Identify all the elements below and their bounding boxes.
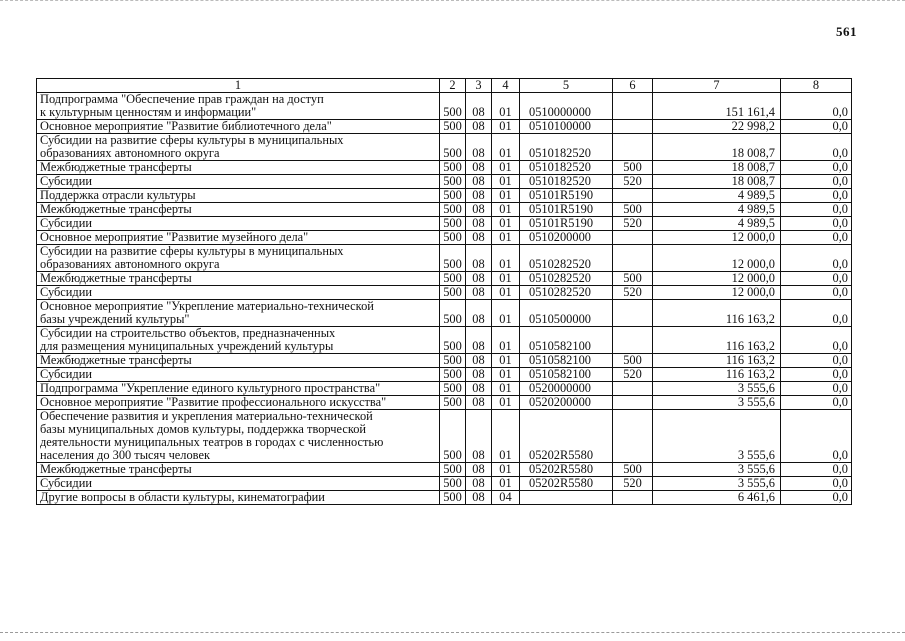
column-8-cell: 0,0 [781,134,852,161]
column-8-cell: 0,0 [781,217,852,231]
section-cell: 08 [466,217,492,231]
subsection-cell: 01 [492,477,520,491]
row-description [37,203,440,217]
table-row [37,354,852,368]
amount-cell: 3 555,6 [653,396,781,410]
table-row [37,286,852,300]
amount-cell: 3 555,6 [653,410,781,463]
expense-type-cell: 500 [613,161,653,175]
table-row [37,491,852,505]
expense-type-cell: 500 [613,272,653,286]
section-cell: 08 [466,354,492,368]
description-line: Межбюджетные трансферты [40,202,192,216]
description-line: Субсидии [40,367,92,381]
subsection-cell: 01 [492,327,520,354]
row-description [37,286,440,300]
expense-type-cell [613,93,653,120]
row-description [37,134,440,161]
amount-cell: 116 163,2 [653,300,781,327]
table-row [37,245,852,272]
subsection-cell: 01 [492,93,520,120]
expense-type-cell [613,382,653,396]
target-article-cell: 0510582100 [520,327,613,354]
description-line: Межбюджетные трансферты [40,160,192,174]
section-cell: 08 [466,203,492,217]
description-line: Межбюджетные трансферты [40,271,192,285]
target-article-cell: 0510582100 [520,354,613,368]
description-line: деятельности муниципальных театров в городах с численностью [40,435,384,449]
grbs-cell: 500 [440,354,466,368]
description-line: Субсидии [40,285,92,299]
table-row [37,120,852,134]
subsection-cell: 01 [492,175,520,189]
description-line: Подпрограмма "Обеспечение прав граждан на доступ [40,92,324,106]
amount-cell: 18 008,7 [653,134,781,161]
table-row [37,272,852,286]
description-line: образованиях автономного округа [40,146,220,160]
section-cell: 08 [466,382,492,396]
subsection-cell: 01 [492,286,520,300]
target-article-cell: 0510282520 [520,286,613,300]
amount-cell: 4 989,5 [653,203,781,217]
section-cell: 08 [466,463,492,477]
section-cell: 08 [466,300,492,327]
table-row [37,382,852,396]
subsection-cell: 01 [492,300,520,327]
subsection-cell: 01 [492,120,520,134]
target-article-cell: 05101R5190 [520,203,613,217]
row-description [37,410,440,463]
subsection-cell: 01 [492,161,520,175]
grbs-cell: 500 [440,203,466,217]
expense-type-cell: 520 [613,477,653,491]
description-line: базы муниципальных домов культуры, поддержка творческой [40,422,367,436]
expense-type-cell [613,120,653,134]
column-8-cell: 0,0 [781,354,852,368]
section-cell: 08 [466,368,492,382]
column-8-cell: 0,0 [781,477,852,491]
row-description [37,300,440,327]
row-description [37,189,440,203]
table-row [37,217,852,231]
grbs-cell: 500 [440,175,466,189]
description-line: Межбюджетные трансферты [40,462,192,476]
column-8-cell: 0,0 [781,396,852,410]
grbs-cell: 500 [440,491,466,505]
expense-type-cell [613,410,653,463]
grbs-cell: 500 [440,161,466,175]
description-line: Субсидии [40,476,92,490]
row-description [37,272,440,286]
column-8-cell: 0,0 [781,300,852,327]
grbs-cell: 500 [440,245,466,272]
amount-cell: 18 008,7 [653,175,781,189]
row-description [37,354,440,368]
row-description [37,175,440,189]
subsection-cell: 01 [492,382,520,396]
subsection-cell: 01 [492,410,520,463]
row-description [37,368,440,382]
description-line: Основное мероприятие "Развитие музейного дела" [40,230,309,244]
expense-type-cell: 520 [613,368,653,382]
description-line: образованиях автономного округа [40,257,220,271]
target-article-cell: 05202R5580 [520,477,613,491]
amount-cell: 4 989,5 [653,189,781,203]
grbs-cell: 500 [440,477,466,491]
description-line: базы учреждений культуры" [40,312,190,326]
expense-type-cell: 520 [613,286,653,300]
column-8-cell: 0,0 [781,286,852,300]
column-8-cell: 0,0 [781,410,852,463]
column-8-cell: 0,0 [781,382,852,396]
section-cell: 08 [466,491,492,505]
amount-cell: 116 163,2 [653,354,781,368]
column-8-cell: 0,0 [781,368,852,382]
target-article-cell: 0510000000 [520,93,613,120]
section-cell: 08 [466,286,492,300]
target-article-cell: 0510500000 [520,300,613,327]
header-cell: 2 [440,79,466,93]
row-description [37,217,440,231]
row-description [37,491,440,505]
header-cell: 8 [781,79,852,93]
grbs-cell: 500 [440,382,466,396]
target-article-cell: 0510182520 [520,134,613,161]
section-cell: 08 [466,134,492,161]
budget-table [36,78,852,505]
table-row [37,368,852,382]
amount-cell: 4 989,5 [653,217,781,231]
row-description [37,161,440,175]
amount-cell: 151 161,4 [653,93,781,120]
row-description [37,382,440,396]
column-8-cell: 0,0 [781,203,852,217]
grbs-cell: 500 [440,272,466,286]
target-article-cell [520,491,613,505]
table-row [37,396,852,410]
column-8-cell: 0,0 [781,93,852,120]
grbs-cell: 500 [440,93,466,120]
header-cell: 7 [653,79,781,93]
subsection-cell: 01 [492,463,520,477]
description-line: Субсидии [40,216,92,230]
description-line: Субсидии на строительство объектов, предназначенных [40,326,336,340]
description-line: Обеспечение развития и укрепления материально-технической [40,409,373,423]
column-8-cell: 0,0 [781,231,852,245]
amount-cell: 18 008,7 [653,161,781,175]
column-8-cell: 0,0 [781,327,852,354]
subsection-cell: 01 [492,272,520,286]
column-8-cell: 0,0 [781,491,852,505]
target-article-cell: 05202R5580 [520,410,613,463]
scan-top-edge [0,0,905,5]
table-header-row [37,79,852,93]
section-cell: 08 [466,396,492,410]
page-number: 561 [836,24,857,39]
expense-type-cell [613,231,653,245]
subsection-cell: 01 [492,396,520,410]
description-line: Субсидии [40,174,92,188]
column-8-cell: 0,0 [781,272,852,286]
table-row [37,189,852,203]
section-cell: 08 [466,231,492,245]
grbs-cell: 500 [440,300,466,327]
amount-cell: 12 000,0 [653,245,781,272]
grbs-cell: 500 [440,327,466,354]
target-article-cell: 0510282520 [520,245,613,272]
description-line: к культурным ценностям и информации" [40,105,257,119]
subsection-cell: 01 [492,189,520,203]
section-cell: 08 [466,161,492,175]
expense-type-cell: 500 [613,463,653,477]
table-row [37,161,852,175]
grbs-cell: 500 [440,120,466,134]
expense-type-cell [613,300,653,327]
target-article-cell: 05101R5190 [520,217,613,231]
expense-type-cell [613,189,653,203]
expense-type-cell [613,491,653,505]
target-article-cell: 0510200000 [520,231,613,245]
row-description [37,93,440,120]
section-cell: 08 [466,272,492,286]
description-line: Основное мероприятие "Укрепление материально-технической [40,299,374,313]
section-cell: 08 [466,327,492,354]
description-line: Поддержка отрасли культуры [40,188,196,202]
amount-cell: 22 998,2 [653,120,781,134]
grbs-cell: 500 [440,134,466,161]
subsection-cell: 01 [492,354,520,368]
target-article-cell: 05202R5580 [520,463,613,477]
table-row [37,175,852,189]
subsection-cell: 01 [492,203,520,217]
table-row [37,93,852,120]
table-row [37,477,852,491]
target-article-cell: 0510282520 [520,272,613,286]
column-8-cell: 0,0 [781,161,852,175]
table-row [37,300,852,327]
grbs-cell: 500 [440,286,466,300]
subsection-cell: 01 [492,134,520,161]
expense-type-cell: 520 [613,217,653,231]
description-line: Основное мероприятие "Развитие библиотечного дела" [40,119,332,133]
row-description [37,245,440,272]
column-8-cell: 0,0 [781,245,852,272]
target-article-cell: 05101R5190 [520,189,613,203]
target-article-cell: 0510182520 [520,161,613,175]
description-line: Межбюджетные трансферты [40,353,192,367]
amount-cell: 12 000,0 [653,231,781,245]
amount-cell: 3 555,6 [653,477,781,491]
header-cell: 5 [520,79,613,93]
amount-cell: 6 461,6 [653,491,781,505]
amount-cell: 12 000,0 [653,272,781,286]
expense-type-cell: 500 [613,354,653,368]
target-article-cell: 0510182520 [520,175,613,189]
header-cell: 1 [37,79,440,93]
row-description [37,477,440,491]
expense-type-cell [613,245,653,272]
subsection-cell: 01 [492,231,520,245]
expense-type-cell [613,134,653,161]
section-cell: 08 [466,477,492,491]
description-line: Субсидии на развитие сферы культуры в муниципальных [40,133,344,147]
subsection-cell: 04 [492,491,520,505]
amount-cell: 12 000,0 [653,286,781,300]
table-row [37,203,852,217]
target-article-cell: 0510100000 [520,120,613,134]
description-line: Другие вопросы в области культуры, кинематографии [40,490,325,504]
grbs-cell: 500 [440,396,466,410]
table-row [37,231,852,245]
grbs-cell: 500 [440,231,466,245]
target-article-cell: 0520000000 [520,382,613,396]
table-body [37,93,852,505]
expense-type-cell [613,396,653,410]
subsection-cell: 01 [492,217,520,231]
description-line: Субсидии на развитие сферы культуры в муниципальных [40,244,344,258]
table-row [37,463,852,477]
header-cell: 3 [466,79,492,93]
column-8-cell: 0,0 [781,175,852,189]
section-cell: 08 [466,189,492,203]
table-row [37,410,852,463]
table-row [37,327,852,354]
section-cell: 08 [466,245,492,272]
amount-cell: 3 555,6 [653,463,781,477]
description-line: Основное мероприятие "Развитие профессионального искусства" [40,395,387,409]
expense-type-cell [613,327,653,354]
grbs-cell: 500 [440,217,466,231]
amount-cell: 116 163,2 [653,327,781,354]
row-description [37,327,440,354]
subsection-cell: 01 [492,245,520,272]
column-8-cell: 0,0 [781,463,852,477]
subsection-cell: 01 [492,368,520,382]
description-line: для размещения муниципальных учреждений культуры [40,339,334,353]
header-cell: 6 [613,79,653,93]
row-description [37,120,440,134]
target-article-cell: 0510582100 [520,368,613,382]
section-cell: 08 [466,93,492,120]
column-8-cell: 0,0 [781,120,852,134]
grbs-cell: 500 [440,189,466,203]
grbs-cell: 500 [440,368,466,382]
row-description [37,231,440,245]
grbs-cell: 500 [440,410,466,463]
grbs-cell: 500 [440,463,466,477]
amount-cell: 3 555,6 [653,382,781,396]
section-cell: 08 [466,410,492,463]
section-cell: 08 [466,175,492,189]
target-article-cell: 0520200000 [520,396,613,410]
expense-type-cell: 520 [613,175,653,189]
column-8-cell: 0,0 [781,189,852,203]
expense-type-cell: 500 [613,203,653,217]
table-row [37,134,852,161]
description-line: Подпрограмма "Укрепление единого культурного пространства" [40,381,381,395]
header-cell: 4 [492,79,520,93]
description-line: населения до 300 тысяч человек [40,448,210,462]
row-description [37,463,440,477]
row-description [37,396,440,410]
amount-cell: 116 163,2 [653,368,781,382]
section-cell: 08 [466,120,492,134]
